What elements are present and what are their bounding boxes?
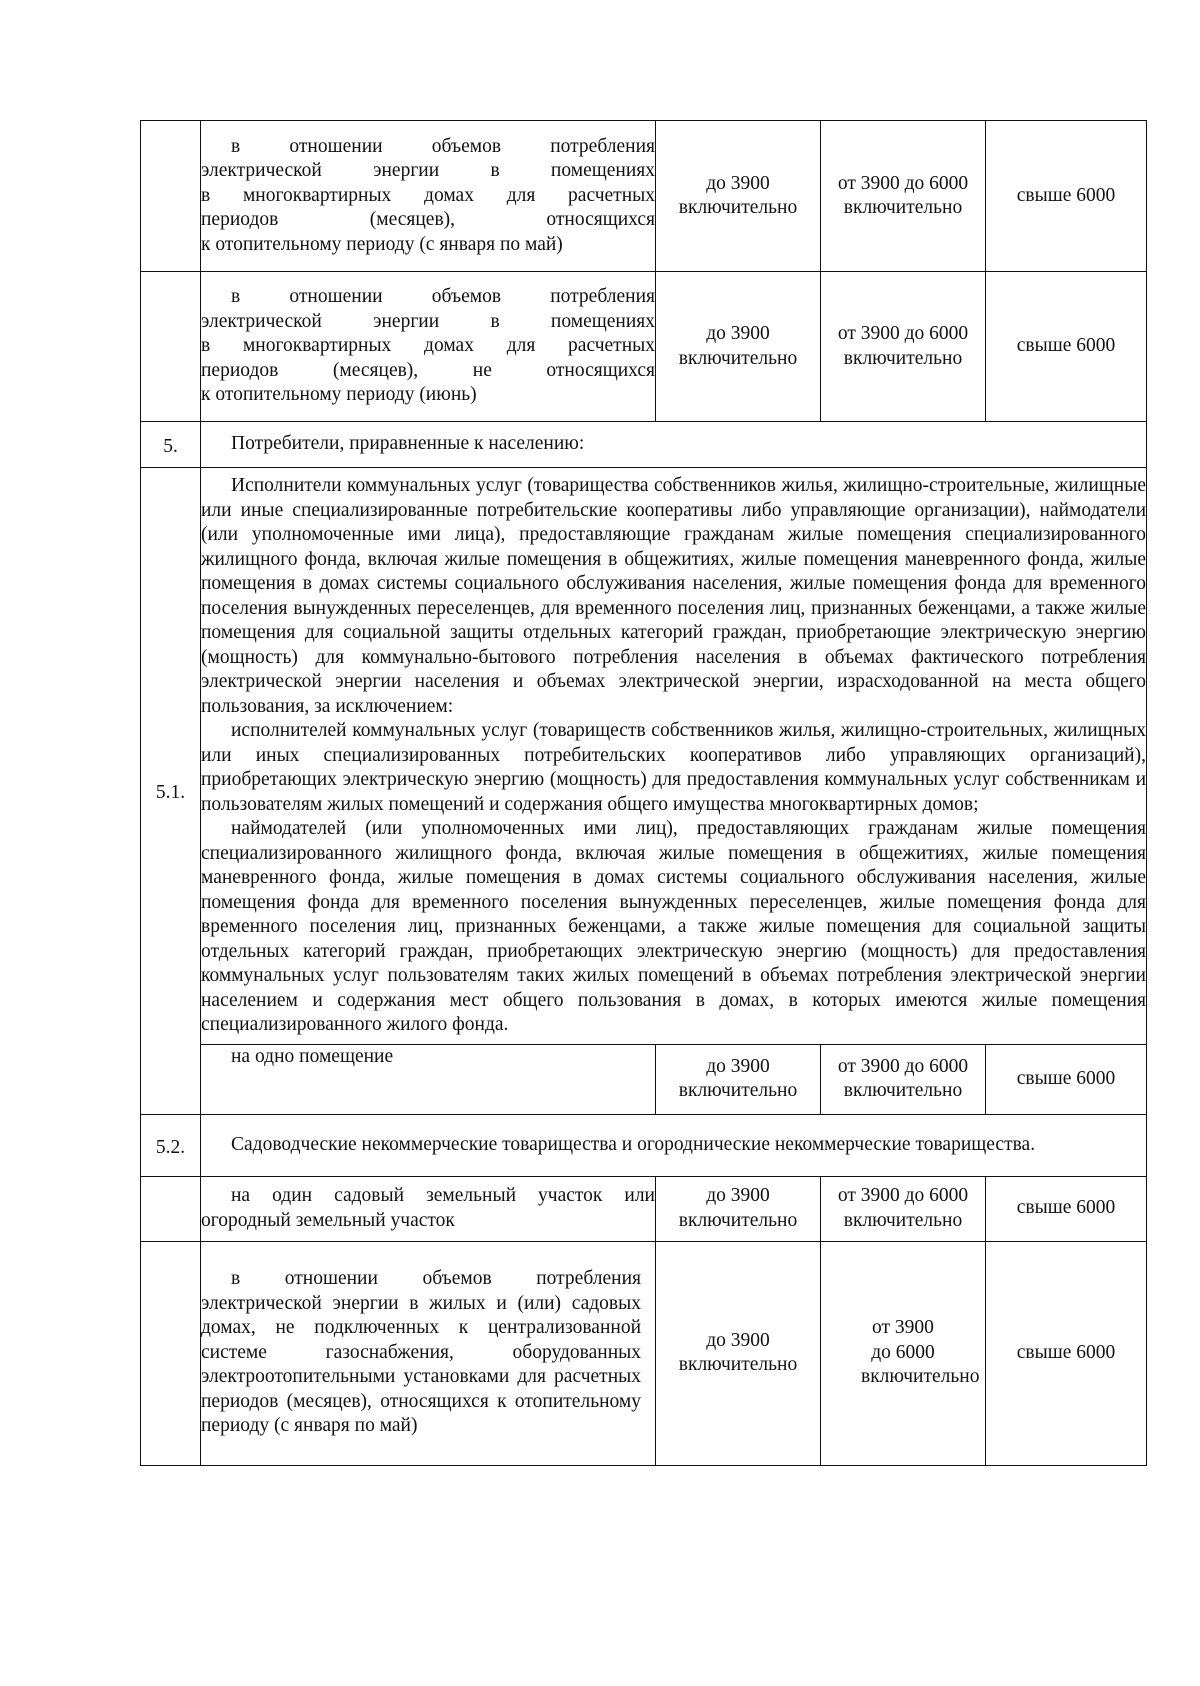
range-mid: от 3900 до 6000 включительно (821, 1044, 986, 1114)
range-low: до 3900 включительно (656, 272, 821, 422)
row-description: в отношении объемов потребления электрической энергии в помещениях в многоквартирных домах для расчетных периодов (месяцев), не относящихся к отопительному периоду (июнь) (201, 272, 656, 422)
range-mid: от 3900 до 6000 включительно (821, 121, 986, 272)
range-mid: от 3900 до 6000 включительно (821, 1176, 986, 1241)
table-row (141, 468, 1147, 1045)
range-mid: от 3900 до 6000 включительно (821, 272, 986, 422)
row-number (141, 121, 201, 272)
row-number: 5.2. (141, 1114, 201, 1176)
range-low: до 3900 включительно (656, 1241, 821, 1465)
range-high: свыше 6000 (986, 272, 1147, 422)
table-row (141, 1241, 1147, 1465)
range-low: до 3900 включительно (656, 1044, 821, 1114)
row-number: 5.1. (141, 468, 201, 1115)
table-row (141, 1176, 1147, 1241)
section-description: Исполнители коммунальных услуг (товарищества собственников жилья, жилищно-строительные, жилищные или иные специализированные потребительские кооперативы либо управляющие организации), наймодатели (или уполномоченные ими лица), предоставляющие гражданам жилые помещения специализированного жилищного фонда, включая жилые помещения в общежитиях, жилые помещения маневренного фонда, жилые помещения в домах системы социального обслуживания населения, жилые помещения фонда для временного поселения вынужденных переселенцев, для временного поселения лиц, признанных беженцами, а также жилые помещения для социальной защиты отдельных категорий граждан, приобретающие электрическую энергию (мощность) для коммунально-бытового потребления населения в объемах фактического потребления электрической энергии населения и объемах электрической энергии, израсходованной на места общего пользования, за исключением: исполнителей коммунальных услуг (товариществ собственников жилья, жилищно-строительных, жилищных или иных специализированных потребительских кооперативов либо управляющих организаций), приобретающих электрическую энергию (мощность) для предоставления коммунальных услуг собственникам и пользователям жилых помещений и содержания общего имущества многоквартирных домов; наймодателей (или уполномоченных ими лиц), предоставляющих гражданам жилые помещения специализированного жилищного фонда, включая жилые помещения в общежитиях, жилые помещения маневренного фонда, жилые помещения в домах системы социального обслуживания населения, жилые помещения фонда для временного поселения вынужденных переселенцев, жилые помещения фонда для временного поселения лиц, признанных беженцами, а также жилые помещения для социальной защиты отдельных категорий граждан, приобретающих электрическую энергию (мощность) для предоставления коммунальных услуг пользователям таких жилых помещений в объемах потребления электрической энергии населением и содержания мест общего пользования в домах, в которых имеются жилые помещения специализированного жилого фонда. (201, 468, 1147, 1045)
range-high: свыше 6000 (986, 1241, 1147, 1465)
range-mid: от 3900 до 6000 включительно (821, 1241, 986, 1465)
row-number (141, 272, 201, 422)
range-high: свыше 6000 (986, 1044, 1147, 1114)
row-number (141, 1241, 201, 1465)
row-description: на одно помещение (201, 1044, 656, 1114)
tariff-table (140, 120, 1147, 1466)
section-description: Садоводческие некоммерческие товарищества и огороднические некоммерческие товарищества. (201, 1114, 1147, 1176)
table-row (141, 1044, 1147, 1114)
range-low: до 3900 включительно (656, 1176, 821, 1241)
row-description: на один садовый земельный участок или огородный земельный участок (201, 1176, 656, 1241)
range-low: до 3900 включительно (656, 121, 821, 272)
section-heading: Потребители, приравненные к населению: (201, 422, 1147, 468)
row-number: 5. (141, 422, 201, 468)
table-row (141, 121, 1147, 272)
range-high: свыше 6000 (986, 121, 1147, 272)
row-number (141, 1176, 201, 1241)
range-high: свыше 6000 (986, 1176, 1147, 1241)
row-description: в отношении объемов потребления электрической энергии в помещениях в многоквартирных домах для расчетных периодов (месяцев), относящихся к отопительному периоду (с января по май) (201, 121, 656, 272)
table-row (141, 422, 1147, 468)
table-row (141, 272, 1147, 422)
row-description: в отношении объемов потребления электрической энергии в жилых и (или) садовых домах, не подключенных к централизованной системе газоснабжения, оборудованных электроотопительными установками для расчетных периодов (месяцев), относящихся к отопительному периоду (с января по май) (201, 1241, 656, 1465)
table-row (141, 1114, 1147, 1176)
